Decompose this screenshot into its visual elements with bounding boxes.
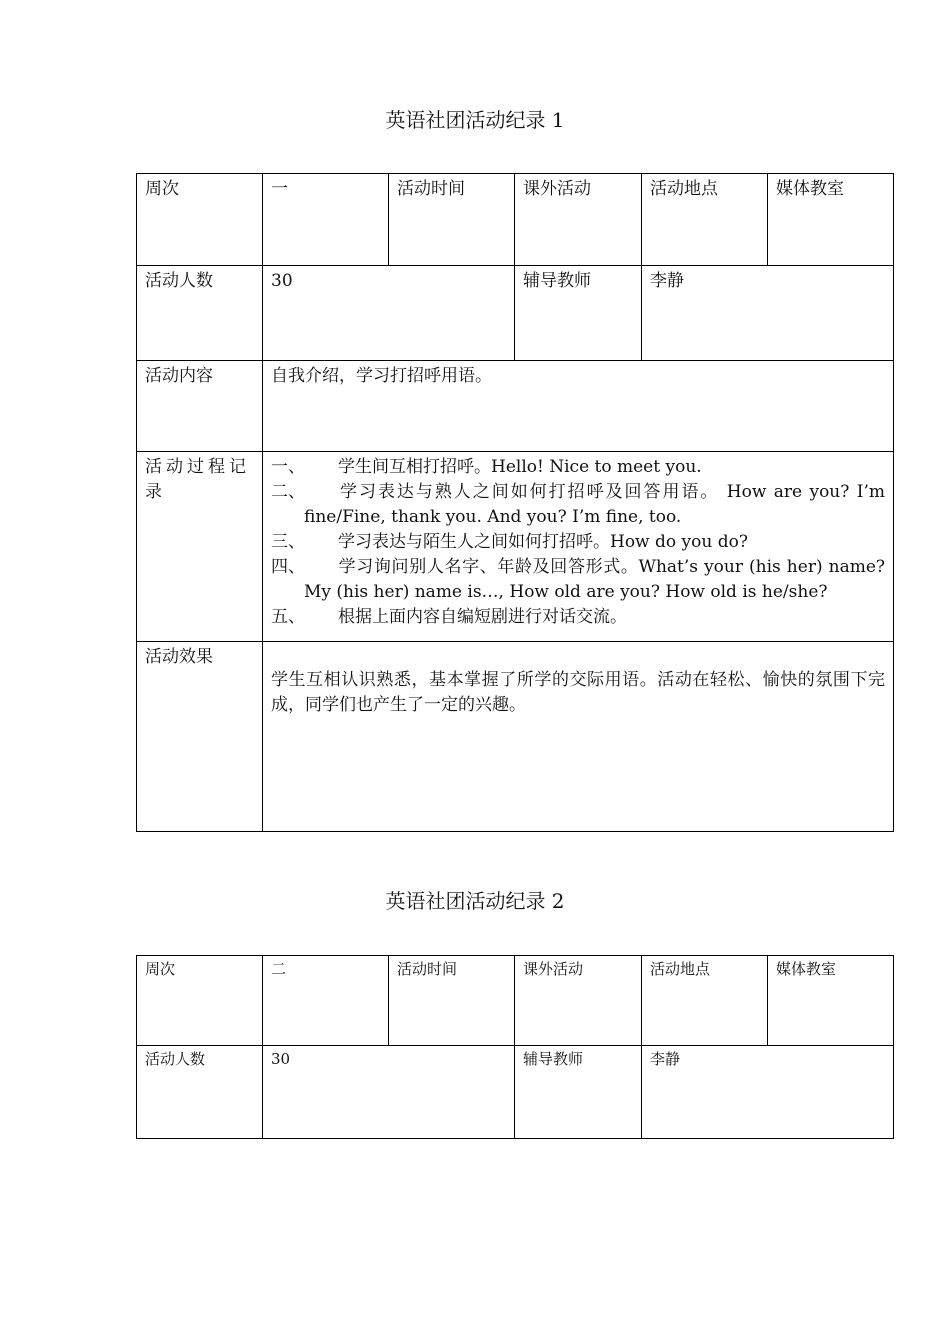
table-row: [137, 452, 894, 642]
effect-cell: [263, 642, 894, 832]
process-item-number: 五、: [271, 607, 305, 627]
place-label: 活动地点: [642, 174, 768, 266]
table-row: [137, 642, 894, 832]
process-item: [271, 530, 885, 555]
process-item: [271, 480, 885, 530]
week-label: 周次: [137, 956, 263, 1046]
process-item-text: 学习询问别人名字、年龄及回答形式。What’s your (his her) name? My (his her) name is…, How old are you? How old is he/she?: [304, 557, 885, 602]
teacher-value: 李静: [642, 1046, 894, 1139]
effect-value: 学生互相认识熟悉，基本掌握了所学的交际用语。活动在轻松、愉快的氛围下完成，同学们也产生了一定的兴趣。: [271, 670, 885, 715]
content-label: 活动内容: [137, 361, 263, 452]
process-item-text: 学习表达与熟人之间如何打招呼及回答用语。 How are you? I’m fine/Fine, thank you. And you? I’m fine, too.: [304, 482, 885, 527]
week-label: 周次: [137, 174, 263, 266]
process-item: [271, 555, 885, 605]
place-label: 活动地点: [642, 956, 768, 1046]
activity-record-table-1: [136, 173, 894, 832]
table-row: [137, 174, 894, 266]
process-item-number: 四、: [271, 557, 305, 577]
place-value: 媒体教室: [768, 956, 894, 1046]
content-value: 自我介绍，学习打招呼用语。: [263, 361, 894, 452]
process-item-text: 学生间互相打招呼。Hello! Nice to meet you.: [338, 457, 702, 477]
time-label: 活动时间: [389, 956, 515, 1046]
record-1-title: 英语社团活动纪录 1: [385, 108, 565, 132]
table-row: [137, 956, 894, 1046]
teacher-label: 辅导教师: [515, 266, 642, 361]
process-item-text: 学习表达与陌生人之间如何打招呼。How do you do?: [338, 532, 748, 552]
record-2-title: 英语社团活动纪录 2: [385, 889, 565, 913]
table-row: [137, 361, 894, 452]
process-record: [263, 452, 894, 642]
people-value: 30: [263, 1046, 515, 1139]
week-value: 一: [263, 174, 389, 266]
time-value: 课外活动: [515, 956, 642, 1046]
place-value: 媒体教室: [768, 174, 894, 266]
people-label: 活动人数: [137, 1046, 263, 1139]
table-row: [137, 1046, 894, 1139]
process-item: [271, 605, 885, 630]
process-item-number: 二、: [271, 482, 305, 502]
effect-label: 活动效果: [137, 642, 263, 832]
teacher-label: 辅导教师: [515, 1046, 642, 1139]
time-label: 活动时间: [389, 174, 515, 266]
process-item-text: 根据上面内容自编短剧进行对话交流。: [338, 607, 627, 627]
time-value: 课外活动: [515, 174, 642, 266]
week-value: 二: [263, 956, 389, 1046]
process-item-number: 三、: [271, 532, 305, 552]
activity-record-table-2: [136, 955, 894, 1139]
people-label: 活动人数: [137, 266, 263, 361]
process-item: [271, 455, 885, 480]
process-item-number: 一、: [271, 457, 305, 477]
table-row: [137, 266, 894, 361]
teacher-value: 李静: [642, 266, 894, 361]
people-value: 30: [263, 266, 515, 361]
process-label: 活动过程记录: [137, 452, 263, 642]
